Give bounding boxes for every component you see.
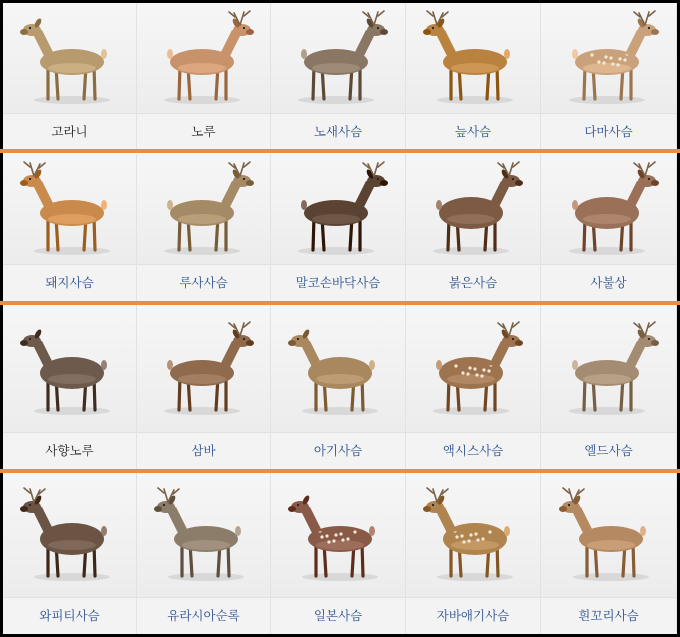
musk-deer-icon <box>10 321 130 417</box>
species-image[interactable] <box>3 473 136 598</box>
elds-deer-icon <box>549 321 669 417</box>
species-image[interactable] <box>406 305 540 433</box>
species-image[interactable] <box>137 154 270 265</box>
moose-icon <box>278 161 398 257</box>
species-card[interactable] <box>271 3 406 150</box>
red-deer-icon <box>413 161 533 257</box>
species-card[interactable] <box>3 305 137 469</box>
species-card[interactable] <box>137 305 271 469</box>
species-label[interactable]: 엘드사슴 <box>584 443 633 458</box>
species-image[interactable] <box>541 3 676 114</box>
mule-deer-icon <box>278 10 398 106</box>
species-label[interactable]: 사향노루 <box>45 443 94 458</box>
species-label[interactable]: 자바애기사슴 <box>436 608 510 623</box>
species-image[interactable] <box>406 473 540 598</box>
species-image[interactable] <box>137 473 270 598</box>
species-card[interactable] <box>541 3 677 150</box>
marsh-deer-icon <box>413 10 533 106</box>
white-tailed-deer-icon <box>549 487 669 583</box>
species-label[interactable]: 노새사슴 <box>313 124 363 139</box>
pere-davids-deer-icon <box>549 161 669 257</box>
species-label[interactable]: 흰꼬리사슴 <box>578 608 639 623</box>
species-card[interactable] <box>3 473 137 634</box>
water-deer-icon <box>10 10 130 106</box>
species-label[interactable]: 붉은사슴 <box>448 275 498 290</box>
species-image[interactable] <box>137 305 270 433</box>
species-label[interactable]: 말코손바닥사슴 <box>295 275 381 290</box>
species-label[interactable]: 노루 <box>191 124 216 139</box>
species-label[interactable]: 돼지사슴 <box>45 275 94 290</box>
species-row <box>3 154 677 301</box>
species-image[interactable] <box>271 305 405 433</box>
species-image[interactable] <box>406 3 540 114</box>
species-label[interactable]: 사불상 <box>590 275 627 290</box>
chevrotain-icon <box>413 487 533 583</box>
species-image[interactable] <box>271 154 405 265</box>
species-row <box>3 305 677 469</box>
species-image[interactable] <box>541 305 676 433</box>
species-image[interactable] <box>541 473 676 598</box>
reindeer-icon <box>144 487 264 583</box>
species-label[interactable]: 유라시아순록 <box>167 608 240 623</box>
species-image[interactable] <box>271 473 405 598</box>
species-label[interactable]: 삼바 <box>191 443 216 458</box>
species-card[interactable] <box>406 3 541 150</box>
species-image[interactable] <box>271 3 405 114</box>
species-label[interactable]: 액시스사슴 <box>442 443 504 458</box>
axis-deer-icon <box>413 321 533 417</box>
species-row <box>3 473 677 634</box>
species-card[interactable] <box>541 154 677 301</box>
species-card[interactable] <box>406 473 541 634</box>
hog-deer-icon <box>10 161 130 257</box>
species-row <box>3 3 677 150</box>
species-label[interactable]: 루사사슴 <box>179 275 228 290</box>
species-card[interactable] <box>541 305 677 469</box>
species-card[interactable] <box>271 473 406 634</box>
sika-deer-icon <box>278 487 398 583</box>
species-card[interactable] <box>271 305 406 469</box>
species-image[interactable] <box>406 154 540 265</box>
species-image[interactable] <box>137 3 270 114</box>
fallow-deer-icon <box>549 10 669 106</box>
species-label[interactable]: 늪사슴 <box>454 124 492 139</box>
species-card[interactable] <box>3 154 137 301</box>
species-card[interactable] <box>137 3 271 150</box>
wapiti-icon <box>10 487 130 583</box>
species-label[interactable]: 고라니 <box>51 124 88 139</box>
species-card[interactable] <box>406 154 541 301</box>
row-separator <box>0 469 680 473</box>
species-label[interactable]: 와피티사슴 <box>39 608 100 623</box>
species-card[interactable] <box>406 305 541 469</box>
deer-species-grid <box>3 3 677 634</box>
species-label[interactable]: 아기사슴 <box>313 443 363 458</box>
species-image[interactable] <box>3 3 136 114</box>
species-card[interactable] <box>137 473 271 634</box>
row-separator <box>0 301 680 305</box>
species-image[interactable] <box>3 154 136 265</box>
rusa-deer-icon <box>144 161 264 257</box>
sambar-icon <box>144 321 264 417</box>
species-card[interactable] <box>3 3 137 150</box>
muntjac-icon <box>278 321 398 417</box>
species-image[interactable] <box>3 305 136 433</box>
roe-deer-icon <box>144 10 264 106</box>
row-separator <box>0 149 680 153</box>
species-card[interactable] <box>137 154 271 301</box>
species-label[interactable]: 일본사슴 <box>313 608 363 623</box>
species-label[interactable]: 다마사슴 <box>584 124 633 139</box>
species-image[interactable] <box>541 154 676 265</box>
species-card[interactable] <box>541 473 677 634</box>
species-card[interactable] <box>271 154 406 301</box>
